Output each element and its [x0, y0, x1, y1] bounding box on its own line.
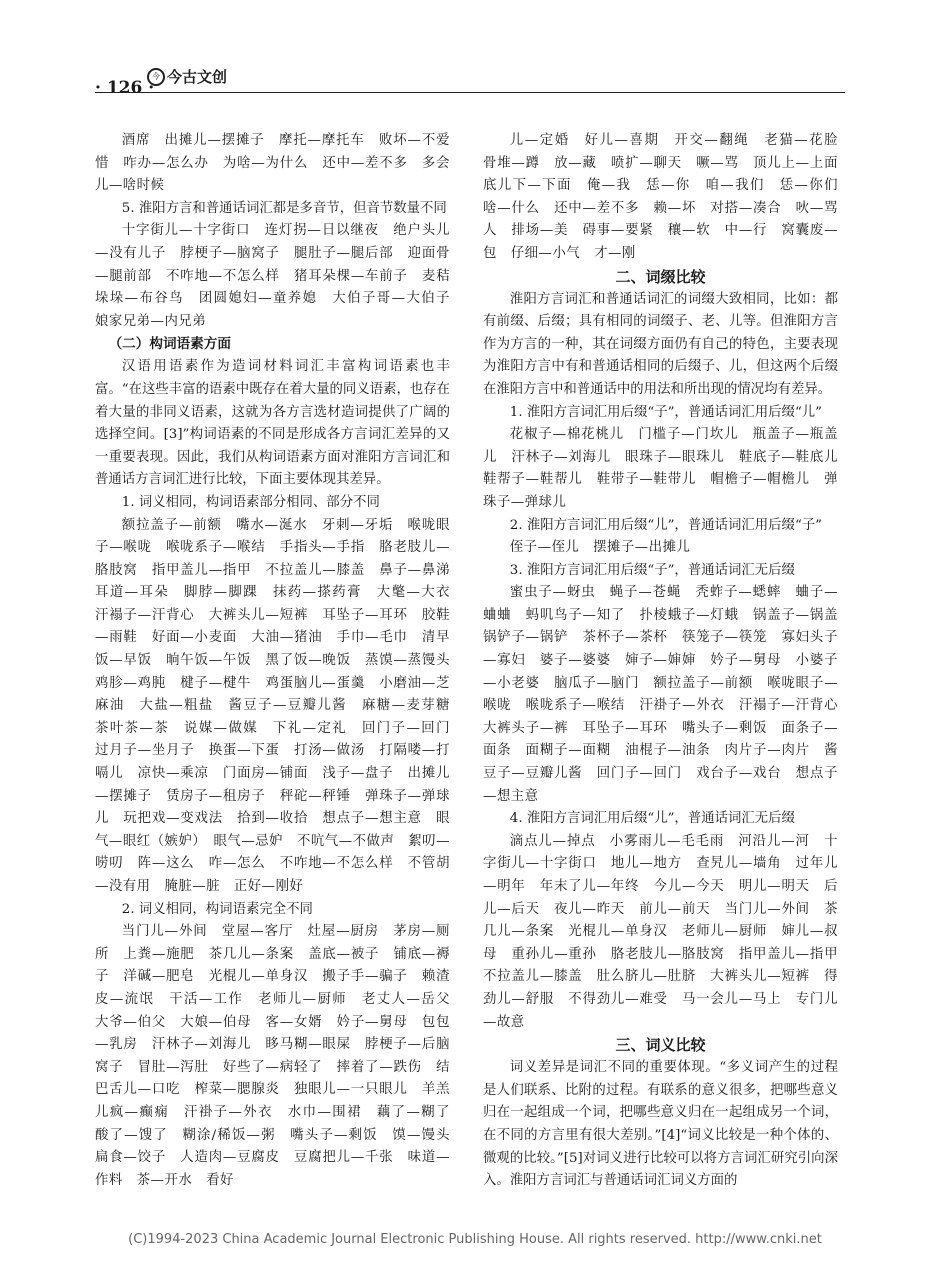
word-list: 酒席 出摊儿—摆摊子 摩托—摩托车 败坏—不爱惜 咋办—怎么办 为啥—为什么 还中—差不多 多会儿—啥时候 — [95, 133, 450, 194]
left-column — [95, 130, 464, 1192]
body-paragraph: 汉语用语素作为造词材料词汇丰富构词语素也丰富。“在这些丰富的语素中既存在着大量的同义语素，也存在着大量的非同义语素，这就为各方言选材造词提供了广阔的选择空间。[3]”构词语素的不同是形成各方言词汇差异的又一重要表现。因此，我们从构词语素方面对淮阳方言词汇和普通话方言词汇进行比较，下面主要体现其差异。 — [95, 359, 450, 488]
word-list: 额拉盖子—前额 嘴水—涎水 牙刺—牙垢 喉咙眼子—喉咙 喉咙系子—喉结 手指头—手指 胳老肢儿—胳肢窝 指甲盖儿—指甲 不拉盖儿—膝盖 鼻子—鼻涕 耳道—耳朵 脚脖—脚踝 抹药—搽药膏 大氅—大衣 汗褟子—汗背心 大裤头儿—短裤 耳坠子—耳环 胶鞋—雨鞋 好面—小麦面 大油—猪油 手巾—毛巾 清早饭—早饭 晌午饭—午饭 黑了饭—晚饭 蒸馍—蒸馒头 鸡胗—鸡肫 楗子—楗牛 鸡蛋脑儿—蛋羹 小磨油—芝麻油 大盐—粗盐 酱豆子—豆瓣儿酱 麻糖—麦芽糖 茶叶茶—茶 说媒—做媒 下礼—定礼 回门子—回门 过月子—坐月子 换蛋—下蛋 打汤—做汤 打隔喽—打嗝儿 凉快—乘凉 门面房—铺面 浅子—盘子 出摊儿—摆摊子 赁房子—租房子 秤砣—秤锤 弹珠子—弹球儿 玩把戏—变戏法 拾到—收拾 想点子—想主意 眼气—眼红（嫉妒） 眼气—忌妒 不吭气—不做声 絮叨—唠叨 阵—这么 咋—怎么 不咋地—不怎么样 不管胡—没有用 腌脏—脏 正好—刚好 — [95, 517, 464, 894]
numbered-item: 4. 淮阳方言词汇用后缀“儿”，普通话词汇无后缀 — [509, 811, 795, 827]
word-list: 侄子—侄儿 摆摊子—出摊儿 — [509, 540, 691, 556]
numbered-item: 1. 词义相同，构词语素部分相同、部分不同 — [121, 494, 380, 510]
word-list: 花椒子—棉花桃儿 门槛子—门坎儿 瓶盖子—瓶盖儿 汗林子—刘海儿 眼珠子—眼珠儿 鞋底子—鞋底儿 鞋帮子—鞋帮儿 鞋带子—鞋带儿 帽檐子—帽檐儿 弹珠子—弹球儿 — [483, 427, 852, 510]
word-list: 当门儿—外间 堂屋—客厅 灶屋—厨房 茅房—厕所 上粪—施肥 茶几儿—条案 盖底—被子 铺底—褥子 洋碱—肥皂 光棍儿—单身汉 搬子手—骗子 赖渣皮—流氓 干活—工作 老师儿—厨师 老丈人—岳父 大爷—伯父 大娘—伯母 客—女婿 妗子—舅母 包包—乳房 汗林子—刘海儿 眵马糊—眼屎 脖梗子—后脑窝子 冒肚—泻肚 好些了—病轻了 摔着了—跌伤 结巴舌儿—口吃 榨菜—腮腺炎 独眼儿—一只眼儿 羊羔儿疯—癫痫 汗褂子—外衣 水巾—围裙 藕了—糊了 酸了—馊了 糊涂/稀饭—粥 嘴头子—剩饭 馍—馒头 扁食—饺子 人造肉—豆腐皮 豆腐把儿—千张 味道—作料 茶—开水 看好 — [95, 924, 464, 1188]
subsection-heading: （二）构词语素方面 — [108, 336, 231, 353]
body-paragraph: 词义差异是词汇不同的重要体现。“多义词产生的过程是人们联系、比附的过程。有联系的意义很多，把哪些意义归在一起组成一个词，把哪些意义归在一起组成另一个词，在不同的方言里有很大差别。”[4]“词义比较是一种个体的、微观的比较。”[5]对词义进行比较可以将方言词汇研究引向深入。淮阳方言词汇与普通话词汇词义方面的 — [483, 1060, 838, 1189]
numbered-item: 2. 淮阳方言词汇用后缀“儿”，普通话词汇用后缀“子” — [509, 517, 823, 533]
body-paragraph: 淮阳方言词汇和普通话词汇的词缀大致相同，比如：都有前缀、后缀；具有相同的词缀子、老、儿等。但淮阳方言作为方言的一种，其在词缀方面仍有自己的特色，主要表现为淮阳方言中有和普通话相同的后缀子、儿，但这两个后缀在淮阳方言中和普通话中的用法和所出现的情况均有差异。 — [483, 291, 838, 397]
page-number: · 126 · — [95, 78, 155, 98]
page-header — [95, 66, 845, 98]
word-list: 蜜虫子—蚜虫 蝇子—苍蝇 秃蚱子—蟋蟀 蛐子—蛐蛐 蚂叽鸟子—知了 扑棱蛾子—灯蛾 锅盖子—锅盖 锅铲子—锅铲 茶杯子—茶杯 筷笼子—筷笼 寡妇头子—寡妇 婆子—婆婆 婶子—婶婶 妗子—舅母 小婆子—小老婆 脑瓜子—脑门 额拉盖子—前额 喉咙眼子—喉咙 喉咙系子—喉结 汗褂子—外衣 汗褟子—汗背心 大裤头子—裤 耳坠子—耳环 嘴头子—剩饭 面条子—面条 面糊子—面糊 油棍子—油条 肉片子—肉片 酱豆子—豆瓣儿酱 回门子—回门 戏台子—戏台 想点子—想主意 — [483, 585, 852, 804]
numbered-item: 5. 淮阳方言和普通话词汇都是多音节，但音节数量不同 — [121, 200, 447, 216]
numbered-item: 1. 淮阳方言词汇用后缀“子”，普通话词汇用后缀“儿” — [509, 404, 823, 420]
journal-name: 今古文创 — [167, 68, 228, 86]
header-rule — [95, 92, 845, 93]
journal-logo-icon: 今 — [147, 68, 165, 86]
word-list: 十字街儿—十字街口 连灯拐—日以继夜 绝户头儿—没有儿子 脖梗子—脑窝子 腿肚子—腿后部 迎面骨—腿前部 不咋地—不怎么样 猪耳朵棵—车前子 麦秸垛垛—布谷鸟 团圆媳妇—童养媳 大伯子哥—大伯子 娘家兄弟—内兄弟 — [95, 223, 464, 329]
copyright-footer: (C)1994-2023 China Academic Journal Electronic Publishing House. All rights reserved. http://www.cnki.net — [128, 1232, 822, 1247]
section-heading: 二、词缀比较 — [615, 267, 706, 286]
numbered-item: 3. 淮阳方言词汇用后缀“子”，普通话词汇无后缀 — [509, 562, 795, 578]
section-heading: 三、词义比较 — [615, 1036, 706, 1055]
right-column — [483, 130, 852, 1193]
numbered-item: 2. 词义相同，构词语素完全不同 — [121, 901, 313, 917]
word-list: 儿—定婚 好儿—喜期 开交—翻绳 老猫—花脸 骨堆—蹲 放—藏 喷扩—聊天 噘—骂 顶儿上—上面 底儿下—下面 俺—我 恁—你 咱—我们 恁—你们 啥—什么 还中—差不多 赖—坏 对搭—凑合 吙—骂人 排场—美 碍事—要紧 穰—软 中—行 窝囊废—包 仔细—小气 才—刚 — [483, 133, 852, 261]
word-list: 滴点儿—掉点 小雾雨儿—毛毛雨 河沿儿—河 十字街儿—十字街口 地儿—地方 查旯儿—墙角 过年儿—明年 年末了儿—年终 今儿—今天 明儿—明天 后儿—后天 夜儿—昨天 前儿—前天 当门儿—外间 茶几儿—条案 光棍儿—单身汉 老师儿—厨师 婶儿—叔母 重孙儿—重孙 胳老肢儿—胳肢窝 指甲盖儿—指甲 不拉盖儿—膝盖 肚么脐儿—肚脐 大裤头儿—短裤 得劲儿—舒服 不得劲儿—难受 马一会儿—马上 专门儿—故意 — [483, 833, 852, 1030]
